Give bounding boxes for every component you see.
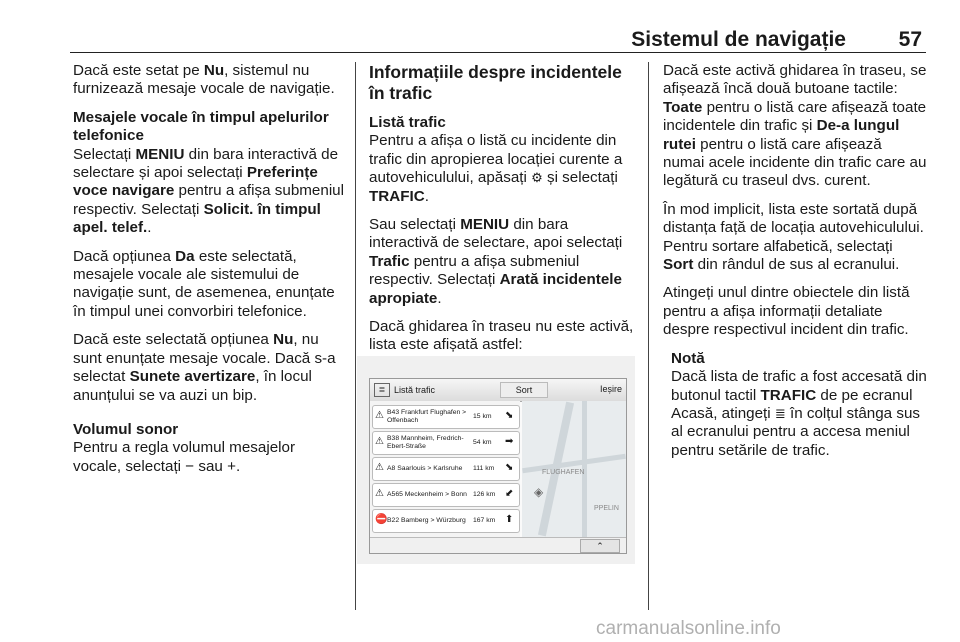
plus-icon: +: [227, 457, 236, 475]
warning-icon: ⚠: [375, 436, 384, 447]
map-view[interactable]: [522, 401, 626, 537]
direction-arrow-icon: ⬋: [505, 488, 514, 499]
paragraph: Atingeți unul dintre obiectele din listă pentru a afișa informații detaliate despre respectivul incident din trafic.: [663, 284, 910, 339]
direction-arrow-icon: ➡: [505, 436, 514, 447]
section-heading: Mesajele vocale în timpul apelurilor telefonice: [73, 108, 329, 145]
compass-icon[interactable]: ◈: [534, 485, 544, 499]
traffic-list-screenshot: [357, 356, 635, 564]
list-item[interactable]: ⛔ B22 Bamberg > Würzburg 167 km ⬆: [372, 509, 520, 533]
list-item[interactable]: ⚠ B38 Mannheim, Fredrich-Ebert-Straße 54 km ➡: [372, 431, 520, 455]
list-item[interactable]: ⚠ A565 Meckenheim > Bonn 126 km ⬋: [372, 483, 520, 507]
direction-arrow-icon: ⬆: [505, 514, 514, 525]
subheading: Listă trafic: [369, 114, 446, 131]
section-heading: Informațiile despre incidentele în trafic: [369, 62, 622, 103]
note-box: [663, 350, 927, 460]
paragraph: Dacă este selectată opțiunea Nu, nu sunt enunțate mesaje vocale. Dacă s-a selectat Sunete avertizare, în locul anunțului se va auzi un bip.: [73, 331, 336, 404]
no-entry-icon: ⛔: [375, 514, 388, 525]
map-label: PPELIN: [594, 505, 619, 512]
menu-icon[interactable]: ≣: [374, 383, 390, 397]
note-text: Dacă lista de trafic a fost accesată din butonul tactil TRAFIC de pe ecranul Acasă, atingeți ≣ în colțul stânga sus al ecranului pentru a accesa meniul pentru setările de trafic.: [671, 368, 927, 459]
page-title: Sistemul de navigație: [631, 28, 846, 51]
warning-icon: ⚠: [375, 488, 384, 499]
paragraph: Dacă este activă ghidarea în traseu, se afișează încă două butoane tactile: Toate pentru o listă care afișează toate incidentele din trafic și De-a lungul rutei pentru o listă care afișează numai acele incidente din trafic care au legătură cu traseul dvs. curent.: [663, 62, 927, 190]
warning-icon: ⚠: [375, 462, 384, 473]
list-item[interactable]: ⚠ A8 Saarlouis > Karlsruhe 111 km ⬊: [372, 457, 520, 481]
paragraph: Pentru a regla volumul mesajelor vocale, selectați − sau +.: [73, 439, 296, 475]
paragraph: Pentru a afișa o listă cu incidente din trafic din apropierea locației curente a autovehiculului, apăsați ⚙ și selectați TRAFIC.: [369, 132, 623, 205]
direction-arrow-icon: ⬊: [505, 410, 514, 421]
list-item[interactable]: ⚠ B43 Frankfurt Flughafen > Offenbach 15 km ⬊: [372, 405, 520, 429]
column-3: [663, 62, 927, 470]
exit-button[interactable]: Ieșire: [599, 384, 622, 394]
paragraph: În mod implicit, lista este sortată după distanța față de locația autovehiculului. Pentru sortare alfabetică, selectați Sort din rândul de sus al ecranului.: [663, 200, 924, 274]
column-1: [73, 62, 345, 486]
chevron-up-icon[interactable]: ⌃: [580, 539, 620, 553]
sort-button[interactable]: Sort: [500, 382, 548, 398]
section-heading: Volumul sonor: [73, 420, 179, 438]
screen-title: Listă trafic: [394, 385, 436, 395]
menu-icon: ≣: [774, 405, 786, 421]
paragraph: Dacă ghidarea în traseu nu este activă, lista este afișată astfel:: [369, 318, 634, 354]
page-number: 57: [898, 28, 922, 51]
page-header: [70, 24, 926, 53]
paragraph: Dacă este setat pe Nu, sistemul nu furnizează mesaje vocale de navigație.: [73, 62, 335, 98]
map-label: FLUGHAFEN: [542, 469, 585, 476]
column-2: [369, 62, 635, 365]
traffic-list: [370, 401, 520, 537]
paragraph: Dacă opțiunea Da este selectată, mesajele vocale ale sistemului de navigație sunt, de asemenea, enunțate în timpul unei convorbiri telefonice.: [73, 247, 335, 320]
watermark: carmanualsonline.info: [596, 618, 781, 639]
screen-bottom-bar: [370, 537, 626, 554]
minus-icon: −: [185, 457, 195, 475]
note-title: Notă: [671, 349, 705, 367]
infotainment-screen: [369, 378, 627, 554]
screen-top-bar: [370, 379, 626, 402]
column-divider: [355, 62, 356, 610]
direction-arrow-icon: ⬊: [505, 462, 514, 473]
warning-icon: ⚠: [375, 410, 384, 421]
settings-icon: ⚙: [531, 170, 543, 186]
column-divider: [648, 62, 649, 610]
paragraph: Selectați MENIU din bara interactivă de selectare și apoi selectați Preferințe voce navigare pentru a afișa submeniul respectiv. Selectați Solicit. în timpul apel. telef..: [73, 145, 345, 237]
paragraph: Sau selectați MENIU din bara interactivă de selectare, apoi selectați Trafic pentru a afișa submeniul respectiv. Selectați Arată incidentele apropiate.: [369, 216, 623, 307]
